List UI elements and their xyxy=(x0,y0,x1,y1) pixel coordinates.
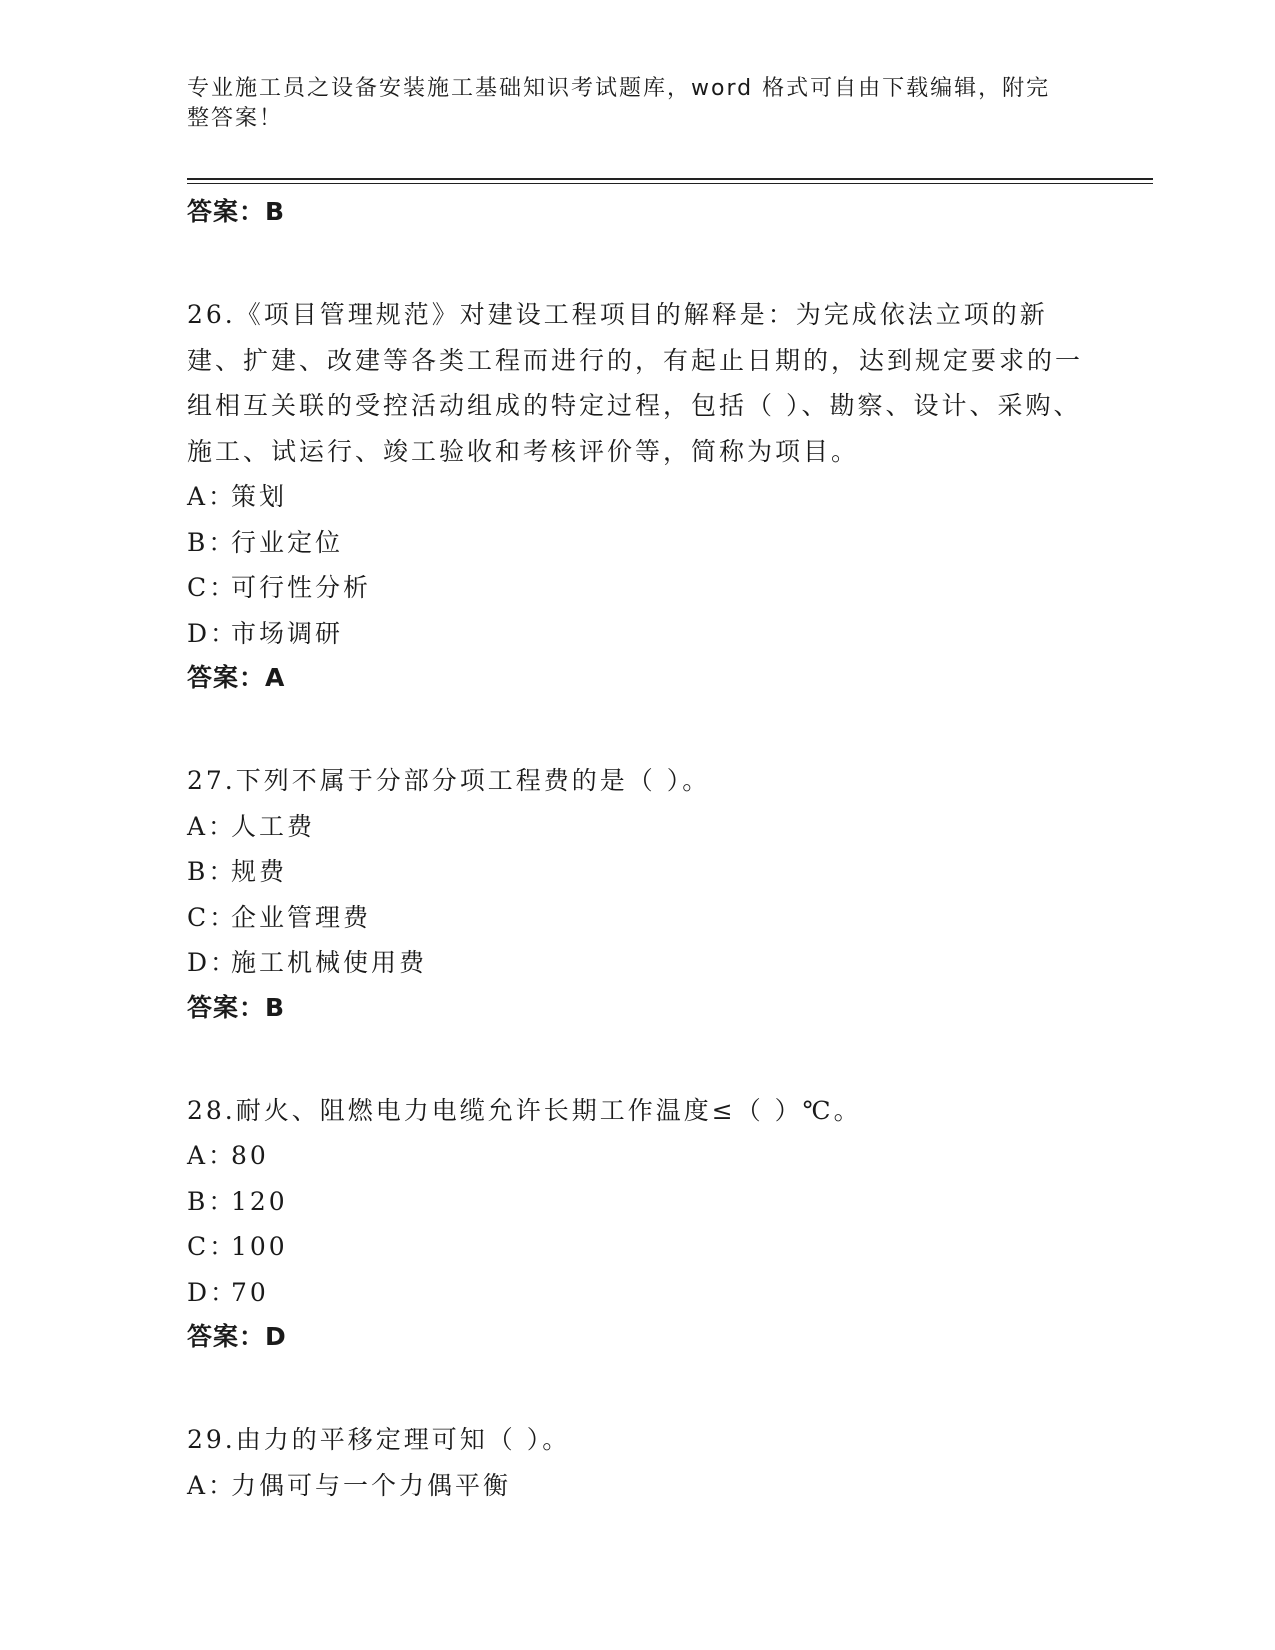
option-c xyxy=(187,565,1087,611)
question-text: 下列不属于分部分项工程费的是（ ）。 xyxy=(235,766,711,795)
question-text: 由力的平移定理可知（ ）。 xyxy=(235,1425,571,1454)
option-key: C： xyxy=(187,902,238,932)
option-d xyxy=(187,611,1087,657)
header-title: 专业施工员之设备安装施工基础知识考试题库，word 格式可自由下载编辑，附完整答案！ xyxy=(187,76,1051,131)
question-stem xyxy=(187,758,1087,804)
option-key: B： xyxy=(187,1186,237,1216)
answer-line xyxy=(187,1315,1087,1359)
option-text: 70 xyxy=(231,1277,269,1307)
option-key: A： xyxy=(187,1470,237,1500)
question-stem xyxy=(187,1088,1087,1134)
option-b xyxy=(187,520,1087,566)
answer-value: D xyxy=(265,1322,287,1351)
option-text: 企业管理费 xyxy=(231,902,372,932)
option-key: A： xyxy=(187,1141,237,1170)
option-key: C： xyxy=(187,573,238,602)
option-c xyxy=(187,1224,1087,1270)
option-text: 人工费 xyxy=(231,811,316,841)
question-item xyxy=(187,758,1087,1030)
option-text: 施工机械使用费 xyxy=(231,948,428,977)
answer-line xyxy=(187,986,1087,1030)
answer-prefix: 答案： xyxy=(187,992,266,1022)
question-number: 28. xyxy=(187,1095,236,1125)
option-key: A： xyxy=(187,811,237,841)
answer-prefix: 答案： xyxy=(187,197,266,226)
answer-value: B xyxy=(265,992,286,1022)
option-text: 策划 xyxy=(231,482,288,511)
answer-value: A xyxy=(265,663,286,692)
answer-prefix: 答案： xyxy=(187,1322,266,1351)
question-item xyxy=(187,1417,1087,1508)
header-divider-thin xyxy=(187,183,1153,184)
question-list xyxy=(187,190,1087,1508)
question-number: 27. xyxy=(187,766,236,795)
option-text: 可行性分析 xyxy=(231,573,372,602)
question-stem xyxy=(187,1417,1087,1463)
answer-line xyxy=(187,190,1087,234)
option-key: D： xyxy=(187,1277,239,1307)
document-header xyxy=(187,74,1067,134)
option-key: C： xyxy=(187,1232,238,1261)
question-item xyxy=(187,1088,1087,1360)
option-text: 力偶可与一个力偶平衡 xyxy=(231,1470,512,1500)
option-text: 规费 xyxy=(231,857,288,886)
answer-prefix: 答案： xyxy=(187,663,266,692)
header-divider-thick xyxy=(187,178,1153,180)
option-d xyxy=(187,1270,1087,1316)
option-b xyxy=(187,1179,1087,1225)
option-d xyxy=(187,940,1087,986)
option-text: 行业定位 xyxy=(231,527,344,557)
option-key: B： xyxy=(187,527,237,557)
option-c xyxy=(187,895,1087,941)
question-item xyxy=(187,292,1087,700)
answer-line xyxy=(187,656,1087,700)
question-text: 耐火、阻燃电力电缆允许长期工作温度≤（ ）℃。 xyxy=(235,1095,862,1125)
option-text: 市场调研 xyxy=(231,618,344,648)
option-key: D： xyxy=(187,618,239,648)
option-a xyxy=(187,1133,1087,1179)
option-key: D： xyxy=(187,948,239,977)
question-number: 29. xyxy=(187,1425,236,1454)
option-key: B： xyxy=(187,857,237,886)
option-key: A： xyxy=(187,482,237,511)
answer-value: B xyxy=(265,197,286,226)
option-a xyxy=(187,474,1087,520)
question-text: 《项目管理规范》对建设工程项目的解释是：为完成依法立项的新建、扩建、改建等各类工程而进行的，有起止日期的，达到规定要求的一组相互关联的受控活动组成的特定过程，包括（ ）、勘察、设计、采购、施工、试运行、竣工验收和考核评价等，简称为项目。 xyxy=(187,300,1084,466)
option-text: 120 xyxy=(231,1186,288,1216)
option-a xyxy=(187,804,1087,850)
option-a xyxy=(187,1463,1087,1509)
question-stem xyxy=(187,292,1087,474)
option-text: 100 xyxy=(231,1232,288,1261)
option-b xyxy=(187,849,1087,895)
question-number: 26. xyxy=(187,300,236,329)
option-text: 80 xyxy=(231,1141,269,1170)
